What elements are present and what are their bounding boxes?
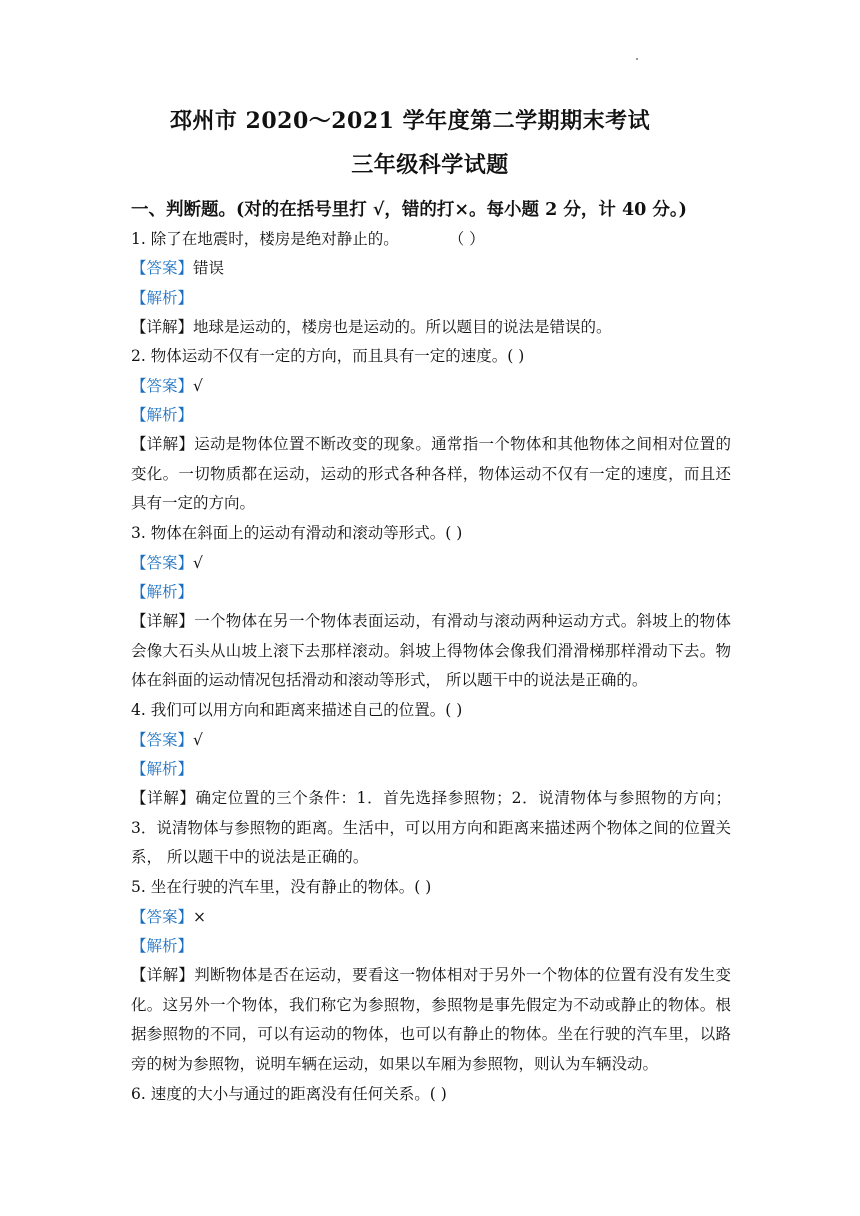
answer-bracket: ( ) [445, 524, 463, 542]
answer-label: 【答案】 [131, 377, 194, 395]
scan-dot [636, 58, 638, 60]
answer-label: 【答案】 [131, 259, 194, 277]
detail-text: 一个物体在另一个物体表面运动，有滑动与滚动两种运动方式。斜坡上的物体会像大石头从山坡上滚下去那样滚动。斜坡上得物体会像我们滑滑梯那样滑动下去。物体在斜面的运动情况包括滑动和滚动等形式， 所以题干中的说法是正确的。 [131, 612, 731, 689]
detail-label: 【详解】 [131, 612, 195, 630]
answer-value: × [193, 908, 207, 926]
detail-text: 运动是物体位置不断改变的现象。通常指一个物体和其他物体之间相对位置的变化。一切物质都在运动，运动的形式各种各样，物体运动不仅有一定的速度，而且还具有一定的方向。 [131, 435, 731, 512]
detail-para-5 [131, 961, 731, 1079]
question-text: 5. 坐在行驶的汽车里，没有静止的物体。 [131, 878, 415, 896]
answer-bracket: ( ) [414, 878, 432, 896]
section-heading: 一、判断题。(对的在括号里打 √，错的打×。每小题 2 分，计 40 分。) [131, 200, 687, 220]
answer-line-2 [131, 376, 203, 396]
question-2 [131, 346, 524, 366]
answer-line-4 [131, 730, 203, 750]
answer-value: √ [193, 554, 203, 572]
question-text: 6. 速度的大小与通过的距离没有任何关系。 [131, 1085, 430, 1103]
answer-line-5 [131, 907, 206, 927]
answer-bracket: （ ） [448, 230, 485, 248]
detail-label: 【详解】 [131, 435, 195, 453]
analysis-label-1: 【解析】 [131, 289, 194, 307]
question-text: 1. 除了在地震时，楼房是绝对静止的。 [131, 230, 399, 248]
analysis-label-4: 【解析】 [131, 760, 194, 778]
detail-text: 确定位置的三个条件：1．首先选择参照物；2．说清物体与参照物的方向；3．说清物体与参照物的距离。生活中，可以用方向和距离来描述两个物体之间的位置关系， 所以题干中的说法是正确的。 [131, 789, 731, 866]
analysis-label-3: 【解析】 [131, 583, 194, 601]
answer-label: 【答案】 [131, 908, 194, 926]
detail-para-4 [131, 784, 731, 873]
exam-title: 邳州市 2020～2021 学年度第二学期期末考试 [169, 108, 651, 134]
analysis-label-5: 【解析】 [131, 937, 194, 955]
answer-value: 错误 [193, 259, 225, 277]
detail-label: 【详解】 [131, 789, 196, 807]
question-text: 4. 我们可以用方向和距离来描述自己的位置。 [131, 701, 446, 719]
answer-value: √ [193, 731, 203, 749]
answer-value: √ [193, 377, 203, 395]
answer-bracket: ( ) [445, 701, 463, 719]
question-text: 3. 物体在斜面上的运动有滑动和滚动等形式。 [131, 524, 446, 542]
answer-bracket: ( ) [507, 347, 525, 365]
detail-text: 判断物体是否在运动，要看这一物体相对于另外一个物体的位置有没有发生变化。这另外一个物体，我们称它为参照物，参照物是事先假定为不动或静止的物体。根据参照物的不同，可以有运动的物体，也可以有静止的物体。坐在行驶的汽车里，以路旁的树为参照物，说明车辆在运动，如果以车厢为参照物，则认为车辆没动。 [131, 966, 731, 1073]
question-6 [131, 1084, 447, 1104]
detail-para-3 [131, 607, 731, 696]
exam-subtitle: 三年级科学试题 [351, 152, 509, 178]
question-4 [131, 700, 462, 720]
answer-label: 【答案】 [131, 554, 194, 572]
question-1 [131, 229, 485, 249]
question-5 [131, 877, 431, 897]
question-text: 2. 物体运动不仅有一定的方向，而且具有一定的速度。 [131, 347, 508, 365]
question-3 [131, 523, 462, 543]
detail-label: 【详解】 [131, 966, 195, 984]
detail-line-1 [131, 317, 612, 337]
detail-text: 地球是运动的，楼房也是运动的。所以题目的说法是错误的。 [193, 318, 612, 336]
answer-bracket: ( ) [429, 1085, 447, 1103]
detail-para-2 [131, 430, 731, 519]
analysis-label-2: 【解析】 [131, 406, 194, 424]
answer-line-3 [131, 553, 203, 573]
answer-line-1 [131, 258, 224, 278]
answer-label: 【答案】 [131, 731, 194, 749]
detail-label: 【详解】 [131, 318, 194, 336]
